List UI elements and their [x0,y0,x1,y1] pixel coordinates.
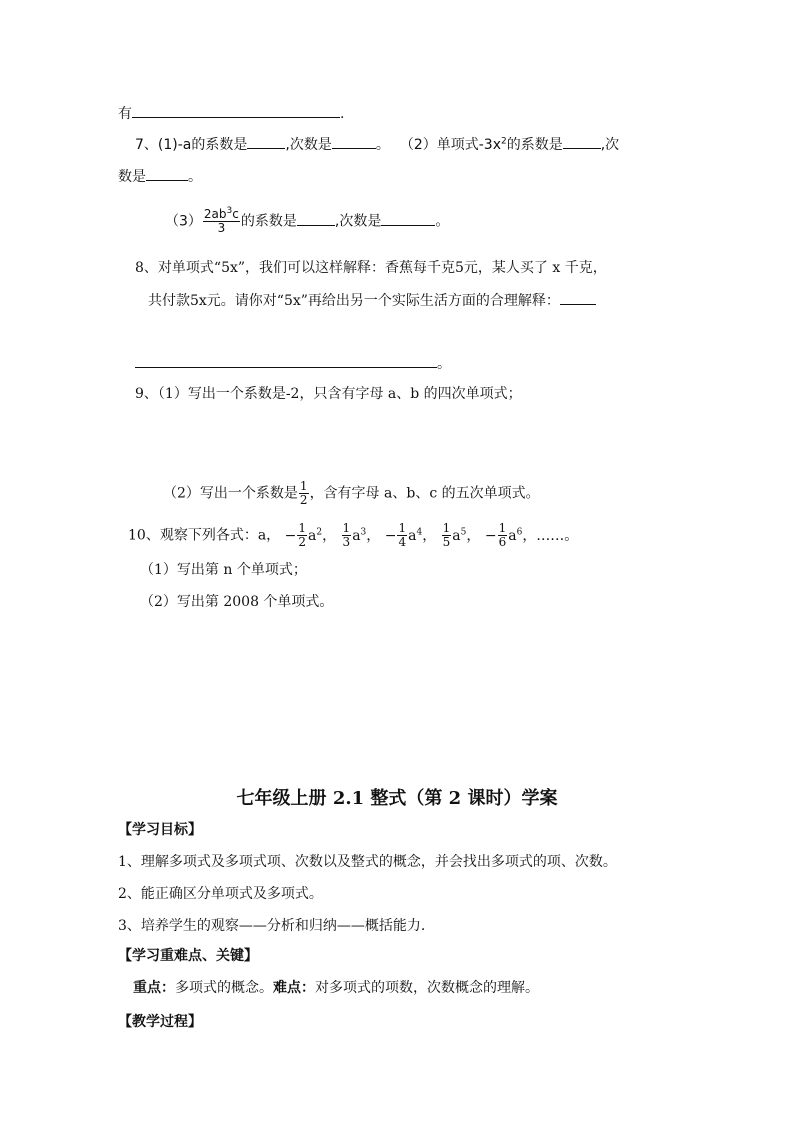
goals-header: 【学习目标】 [118,822,202,838]
answer-blank[interactable] [132,103,340,118]
question-10-sub2: （2）写出第 2008 个单项式。 [140,594,334,610]
term-2: $\frac{1}{3}$ $a^3$， [342,521,381,549]
question-8-line3: 。 [135,353,451,374]
answer-blank[interactable] [247,134,285,149]
goal-item-1: 1、理解多项式及多项式项、次数以及整式的概念，并会找出多项式的项、次数。 [118,854,617,870]
goal-item-3: 3、培养学生的观察——分析和归纳——概括能力. [118,918,426,934]
term-3: − $\frac{1}{4}$ $a^4$， [384,521,437,549]
process-header: 【教学过程】 [118,1014,202,1030]
q6-tail: 有 . [118,103,344,124]
term-5: − $\frac{1}{6}$ $a^6$，……。 [484,521,579,549]
question-7-line3: （3） $\frac{2ab^3c}{3}$ 的系数是 ,次数是 。 [165,206,450,235]
answer-blank[interactable] [563,134,601,149]
answer-blank[interactable] [560,290,596,305]
term-1: − $\frac{1}{2}$ $a^2$， [284,521,337,549]
question-9-line1: 9、（1）写出一个系数是-2，只含有字母 a、b 的四次单项式； [135,386,522,402]
question-7-line2: 数是 。 [118,166,202,187]
key-points-line: 重点：多项式的概念。难点：对多项式的项数，次数概念的理解。 [133,980,539,996]
answer-blank[interactable] [381,211,435,226]
question-8-line2: 共付款5x元。请你对“5x”再给出另一个实际生活方面的合理解释： [148,290,596,311]
term-4: $\frac{1}{5}$ $a^5$， [442,521,481,549]
key-points-header: 【学习重难点、关键】 [118,948,258,964]
question-9-line2: （2）写出一个系数是 $\frac{1}{2}$ ，含有字母 a、b、c 的五次单项式。 [163,479,540,507]
question-10-sub1: （1）写出第 n 个单项式； [140,562,307,578]
goal-item-2: 2、能正确区分单项式及多项式。 [118,886,323,902]
lesson-title: 七年级上册 2.1 整式（第 2 课时）学案 [236,788,558,809]
question-7-line1: 7、(1)-a的系数是 ,次数是 。 （2）单项式$-3x^2$的系数是 ,次 [135,134,619,155]
answer-blank[interactable] [332,134,376,149]
question-10-line1: 10、观察下列各式：a， − $\frac{1}{2}$ $a^2$， $\frac{1}{3}$ $a^3$， − $\frac{1}{4}$ $a^4$， $\frac{1}{5}$ $a^5$， − $\frac{1}{6}$ $a^6$，……。 [128,521,579,549]
fraction: $\frac{2ab^3c}{3}$ [203,206,239,235]
answer-blank[interactable] [146,166,188,181]
answer-blank[interactable] [135,353,437,368]
fraction: $\frac{1}{2}$ [299,479,308,507]
question-8-line1: 8、对单项式“5x”，我们可以这样解释：香蕉每千克5元，某人买了 x 千克， [135,260,607,276]
answer-blank[interactable] [297,211,335,226]
